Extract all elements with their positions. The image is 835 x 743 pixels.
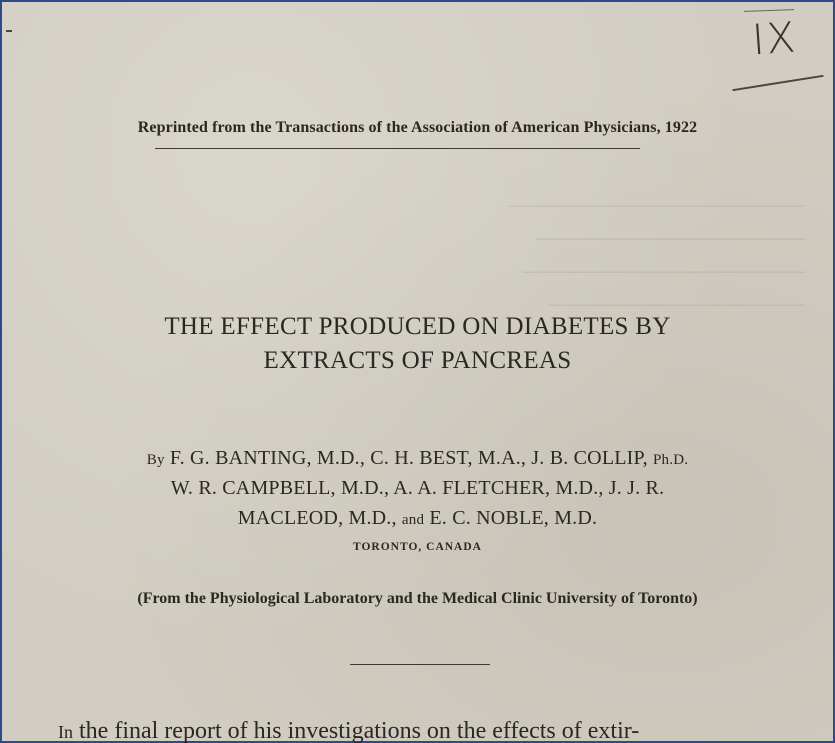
authors-line-1-text: F. G. BANTING, M.D., C. H. BEST, M.A., J. B. COLLIP, [164,447,654,469]
authors-line-1-degree: Ph.D. [653,452,689,468]
body-first-line [58,718,639,743]
authors-conjunction: and [401,512,425,528]
location: TORONTO, CANADA [353,541,482,553]
reprint-notice: Reprinted from the Transactions of the Association of American Physicians, 1922 [137,119,698,136]
authors-line-3 [0,507,835,530]
affiliation: (From the Physiological Laboratory and the Medical Clinic University of Toronto) [137,590,698,607]
margin-mark [6,30,12,32]
handwritten-annotation: IX [750,12,799,65]
authors-line-2: W. R. CAMPBELL, M.D., A. A. FLETCHER, M.D., J. J. R. [170,477,665,499]
body-first-line-text: the final report of his investigations on the effects of extir- [73,718,640,743]
article-title-line-1: THE EFFECT PRODUCED ON DIABETES BY [164,313,671,340]
bleed-through-texture: ────────────────────── ──────────────────── ───────────────────── ─────────────────── [508,196,805,316]
authors-line-3-a: MACLEOD, M.D., [237,507,402,529]
body-initial-word: In [58,722,73,742]
authors-line-1 [0,447,835,470]
article-title-line-2: EXTRACTS OF PANCREAS [263,347,572,374]
pencil-underline-stroke [732,75,823,91]
section-divider [350,664,490,665]
authors-line-3-b: E. C. NOBLE, M.D. [424,507,598,529]
header-rule [155,148,640,149]
byline-prefix: By [146,452,165,468]
pencil-mark-top [744,9,794,12]
